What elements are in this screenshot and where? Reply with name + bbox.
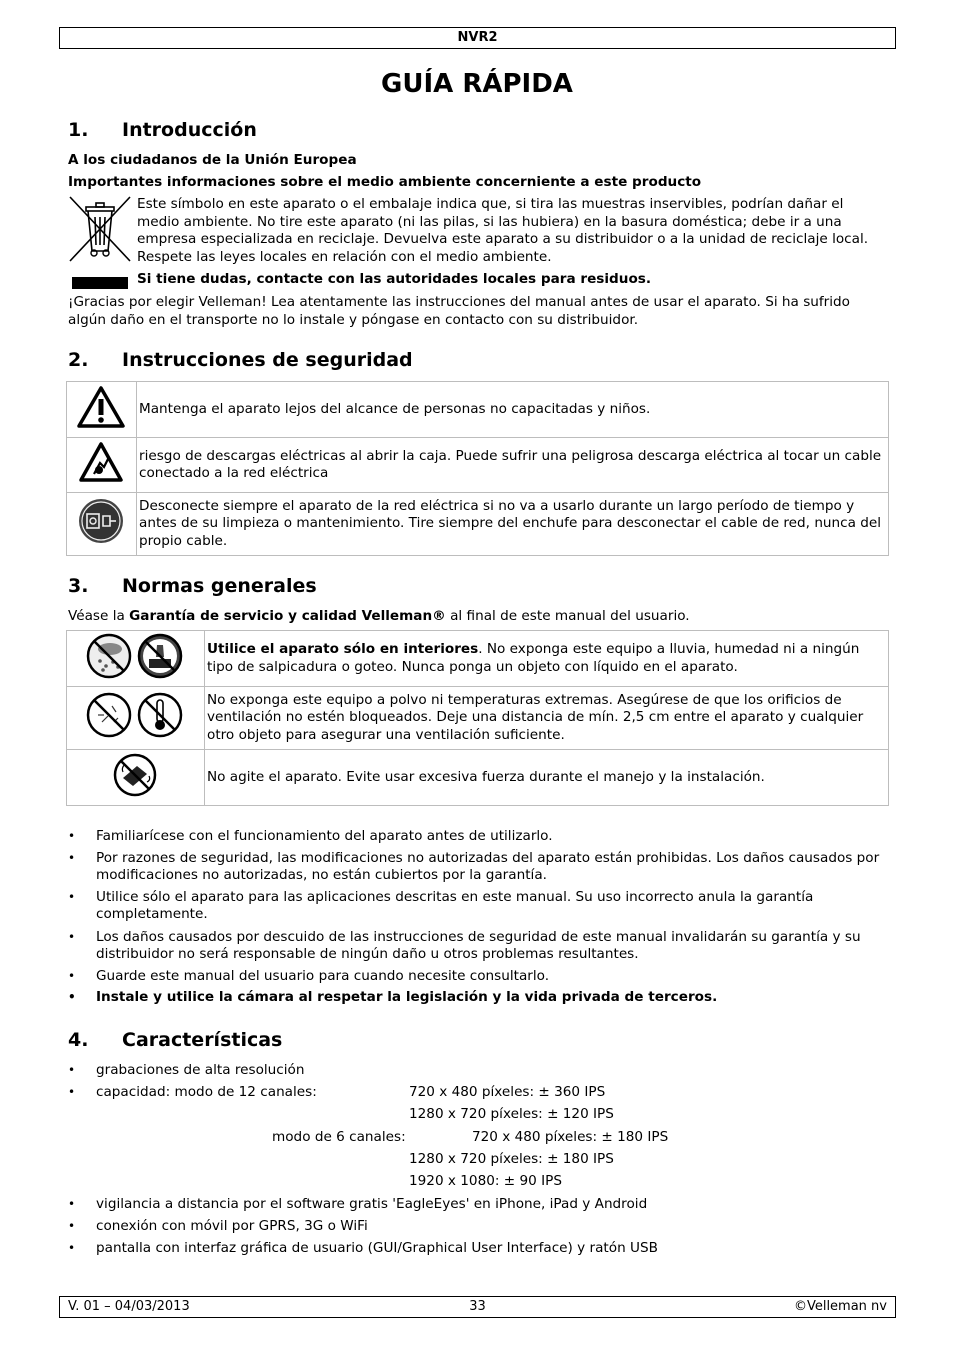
section-title: Instrucciones de seguridad (122, 349, 413, 371)
general-norms-list (68, 828, 888, 1007)
no-dust-icon (86, 692, 132, 738)
features-list (68, 1196, 888, 1258)
general-norms-intro (68, 608, 888, 626)
norms-text: No agite el aparato. Evite usar excesiva fuerza durante el manejo y la instalación. (205, 750, 889, 806)
safety-row (67, 438, 889, 493)
section-3-heading (68, 574, 317, 598)
section-1-heading (68, 118, 257, 142)
thanks-paragraph: ¡Gracias por elegir Velleman! Lea atentamente las instrucciones del manual antes de usar el aparato. Si ha sufrido algún daño en el transporte no lo instale y póngase en contacto con su distribuidor. (68, 294, 850, 328)
norms-row (67, 631, 889, 687)
no-extreme-temperature-icon (137, 692, 183, 738)
list-item: • Por razones de seguridad, las modificaciones no autorizadas del aparato están prohibidas. Los daños causados por modificaciones no autorizadas, no están cubiertos por la garantía. (68, 850, 888, 885)
section-title: Normas generales (122, 575, 317, 597)
weee-bin-icon (68, 195, 132, 263)
no-shaking-icon (111, 752, 159, 798)
eu-citizens-subheading: A los ciudadanos de la Unión Europea (68, 152, 357, 168)
list-item: • Los daños causados por descuido de las instrucciones de seguridad de este manual invalidarán su garantía y su distribuidor no será responsable de ningún daño u otros problemas resultantes. (68, 929, 888, 964)
safety-text: Mantenga el aparato lejos del alcance de personas no capacitadas y niños. (137, 382, 889, 438)
section-2-heading (68, 348, 413, 372)
list-item: • Instale y utilice la cámara al respetar la legislación y la vida privada de terceros. (68, 989, 888, 1007)
copyright: ©Velleman nv (793, 1299, 887, 1314)
norms-row (67, 687, 889, 750)
intro-text: al final de este manual del usuario. (445, 608, 690, 624)
section-number: 4. (68, 1029, 89, 1051)
page-footer (59, 1296, 896, 1318)
icon-cell (67, 382, 137, 438)
warning-triangle-icon (76, 385, 126, 429)
page-title: GUÍA RÁPIDA (381, 69, 573, 99)
unplug-icon (77, 497, 125, 545)
safety-row (67, 382, 889, 438)
warranty-reference: Garantía de servicio y calidad Velleman® (129, 608, 446, 624)
safety-row (67, 493, 889, 556)
capacity-6ch-line: 720 x 480 píxeles: ± 180 IPS (472, 1129, 669, 1145)
page-number: 33 (469, 1299, 486, 1314)
icon-cell (67, 687, 205, 750)
weee-black-bar (72, 277, 128, 289)
safety-text: Desconecte siempre el aparato de la red eléctrica si no va a usarlo durante un largo período de tiempo y antes de su limpieza o mantenimiento. Tire siempre del enchufe para desconectar el cable de red, nunca del propio cable. (137, 493, 889, 556)
capacity-12ch-line: 720 x 480 píxeles: ± 360 IPS (409, 1084, 606, 1100)
intro-text: Véase la (68, 608, 130, 624)
icon-cell (67, 750, 205, 806)
norms-text (205, 631, 889, 687)
norms-row (67, 750, 889, 806)
capacity-6ch-line: 1920 x 1080: ± 90 IPS (409, 1173, 562, 1189)
capacity-6ch-label: modo de 6 canales: (272, 1129, 406, 1145)
page-header: NVR2 (59, 27, 896, 49)
indoor-use-emphasis: Utilice el aparato sólo en interiores (207, 641, 479, 657)
version-date: V. 01 – 04/03/2013 (68, 1299, 190, 1314)
norms-text: No exponga este equipo a polvo ni temperaturas extremas. Asegúrese de que los orificios de ventilación no estén bloqueados. Deje una distancia de mín. 2,5 cm entre el aparato y cualquier otro objeto para asegurar una ventilación suficiente. (205, 687, 889, 750)
section-title: Introducción (122, 119, 257, 141)
icon-cell (67, 493, 137, 556)
list-item: • conexión con móvil por GPRS, 3G o WiFi (68, 1218, 888, 1236)
list-item: • grabaciones de alta resolución (68, 1062, 888, 1080)
section-number: 1. (68, 119, 89, 141)
icon-cell (67, 631, 205, 687)
electric-shock-icon (78, 441, 124, 483)
list-item: • capacidad: modo de 12 canales: (68, 1084, 888, 1102)
list-item: • Familiarícese con el funcionamiento del aparato antes de utilizarlo. (68, 828, 888, 846)
general-norms-table (66, 630, 889, 806)
section-number: 3. (68, 575, 89, 597)
list-item: • Guarde este manual del usuario para cuando necesite consultarlo. (68, 968, 888, 986)
section-title: Características (122, 1029, 283, 1051)
list-item: • vigilancia a distancia por el software gratis 'EagleEyes' en iPhone, iPad y Android (68, 1196, 888, 1214)
section-4-heading (68, 1028, 282, 1052)
environment-subheading: Importantes informaciones sobre el medio ambiente concerniente a este producto (68, 174, 702, 190)
list-item: • Utilice sólo el aparato para las aplicaciones descritas en este manual. Su uso incorrecto anula la garantía completamente. (68, 889, 888, 924)
safety-text: riesgo de descargas eléctricas al abrir la caja. Puede sufrir una peligrosa descarga eléctrica al tocar un cable conectado a la red eléctrica (137, 438, 889, 493)
no-liquid-icon (137, 633, 183, 679)
list-item: • pantalla con interfaz gráfica de usuario (GUI/Graphical User Interface) y ratón USB (68, 1240, 888, 1258)
no-rain-icon (86, 633, 132, 679)
indoor-use-text: . No exponga este equipo a lluvia, humedad ni a ningún tipo de salpicadura o goteo. Nunca ponga un objeto con líquido en el aparato. (207, 641, 860, 675)
icon-cell (67, 438, 137, 493)
weee-contact-note: Si tiene dudas, contacte con las autoridades locales para residuos. (137, 271, 652, 287)
capacity-12ch-line: 1280 x 720 píxeles: ± 120 IPS (409, 1106, 614, 1122)
safety-table (66, 381, 889, 556)
capacity-6ch-line: 1280 x 720 píxeles: ± 180 IPS (409, 1151, 614, 1167)
weee-description: Este símbolo en este aparato o el embalaje indica que, si tira las muestras inservibles, podrían dañar el medio ambiente. No tire este aparato (ni las pilas, si las hubiera) en la basura doméstica; debe ir a una empresa especializada en reciclaje. Devuelva este aparato a su distribuidor o a la unidad de reciclaje local. Respete las leyes locales en relación con el medio ambiente. (137, 196, 869, 265)
features-list (68, 1062, 888, 1080)
section-number: 2. (68, 349, 89, 371)
